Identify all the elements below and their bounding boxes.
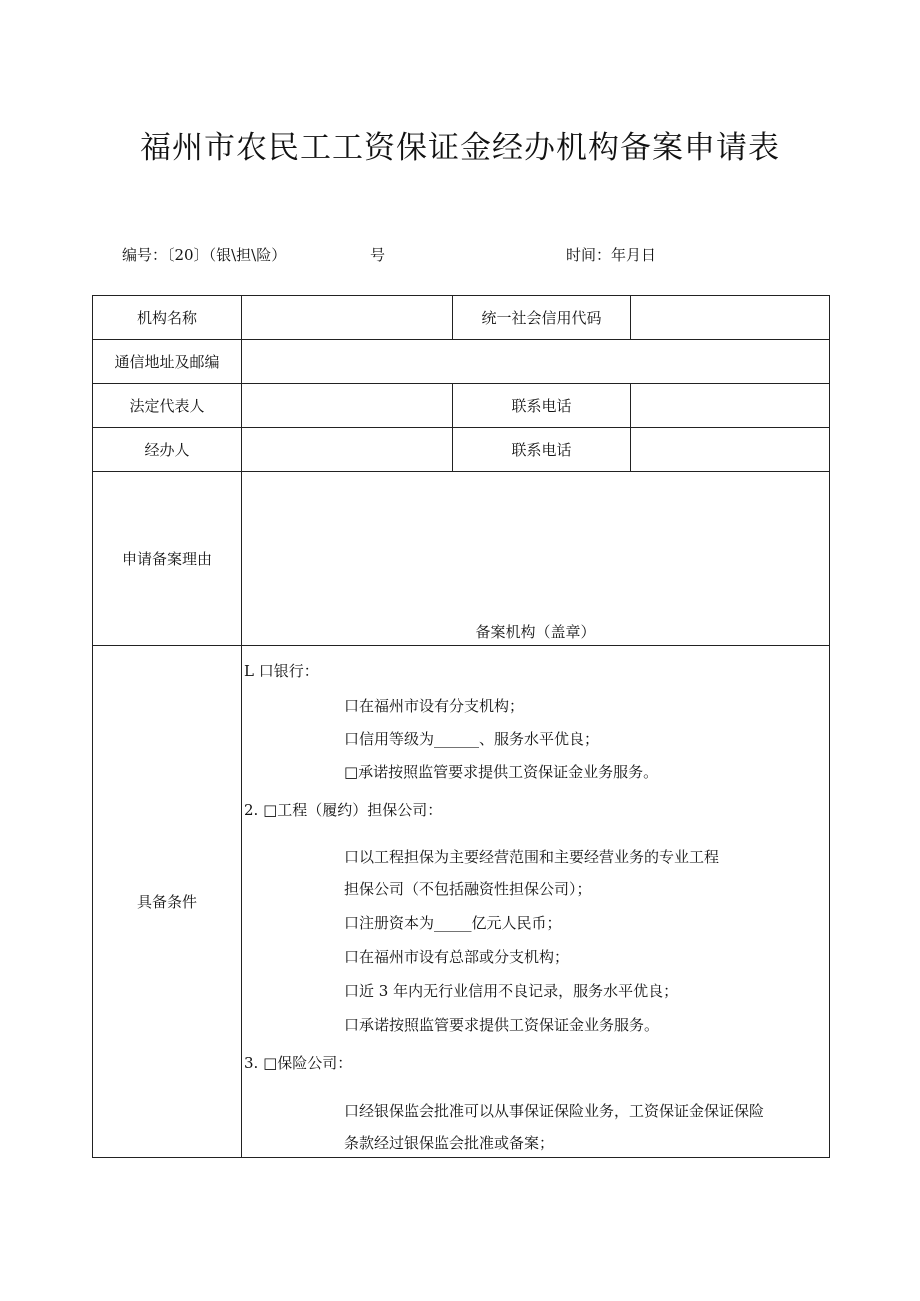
checkbox-item[interactable]: 口在福州市设有分支机构； <box>344 697 525 715</box>
checkbox-item[interactable]: 口信用等级为______、服务水平优良； <box>344 730 600 748</box>
serial-number-label: 编号：〔20〕（银\担\险） <box>122 246 287 264</box>
conditions-label: 具备条件 <box>93 646 242 1158</box>
bank-heading: L 口银行： <box>244 662 319 680</box>
table-row <box>93 472 830 646</box>
credit-code-label: 统一社会信用代码 <box>453 296 631 340</box>
checkbox-item-continued: 担保公司（不包括融资性担保公司）； <box>344 880 592 898</box>
handler-phone-field[interactable] <box>631 428 830 472</box>
legal-rep-phone-field[interactable] <box>631 384 830 428</box>
guarantee-heading: 2. □工程（履约）担保公司： <box>244 801 443 819</box>
reason-field[interactable] <box>242 472 830 646</box>
address-label: 通信地址及邮编 <box>93 340 242 384</box>
checkbox-item-continued: 条款经过银保监会批准或备案； <box>344 1134 555 1152</box>
org-name-label: 机构名称 <box>93 296 242 340</box>
legal-rep-field[interactable] <box>242 384 453 428</box>
stamp-label: 备案机构（盖章） <box>475 623 596 641</box>
serial-number-suffix: 号 <box>370 246 386 264</box>
checkbox-item[interactable]: □承诺按照监管要求提供工资保证金业务服务。 <box>344 763 659 781</box>
checkbox-item[interactable]: 口承诺按照监管要求提供工资保证金业务服务。 <box>344 1016 660 1034</box>
checkbox-item[interactable]: 口以工程担保为主要经营范围和主要经营业务的专业工程 <box>344 848 720 866</box>
checkbox-item[interactable]: 口注册资本为_____亿元人民币； <box>344 914 562 932</box>
application-form-table <box>92 295 830 1158</box>
phone-label: 联系电话 <box>453 384 631 428</box>
table-row <box>93 296 830 340</box>
form-title: 福州市农民工工资保证金经办机构备案申请表 <box>140 130 780 166</box>
org-name-field[interactable] <box>242 296 453 340</box>
phone-label: 联系电话 <box>453 428 631 472</box>
table-row <box>93 384 830 428</box>
checkbox-item[interactable]: 口近 3 年内无行业信用不良记录，服务水平优良； <box>344 982 679 1000</box>
insurance-heading: 3. □保险公司： <box>244 1054 353 1072</box>
credit-code-field[interactable] <box>631 296 830 340</box>
date-label: 时间：年月日 <box>566 246 657 264</box>
table-row <box>93 340 830 384</box>
handler-label: 经办人 <box>93 428 242 472</box>
reason-label: 申请备案理由 <box>93 472 242 646</box>
conditions-list <box>242 646 829 1157</box>
address-field[interactable] <box>242 340 830 384</box>
conditions-cell <box>242 646 830 1158</box>
table-row <box>93 646 830 1158</box>
handler-field[interactable] <box>242 428 453 472</box>
table-row <box>93 428 830 472</box>
legal-rep-label: 法定代表人 <box>93 384 242 428</box>
checkbox-item[interactable]: 口在福州市设有总部或分支机构； <box>344 948 570 966</box>
checkbox-item[interactable]: 口经银保监会批准可以从事保证保险业务，工资保证金保证保险 <box>344 1102 765 1120</box>
